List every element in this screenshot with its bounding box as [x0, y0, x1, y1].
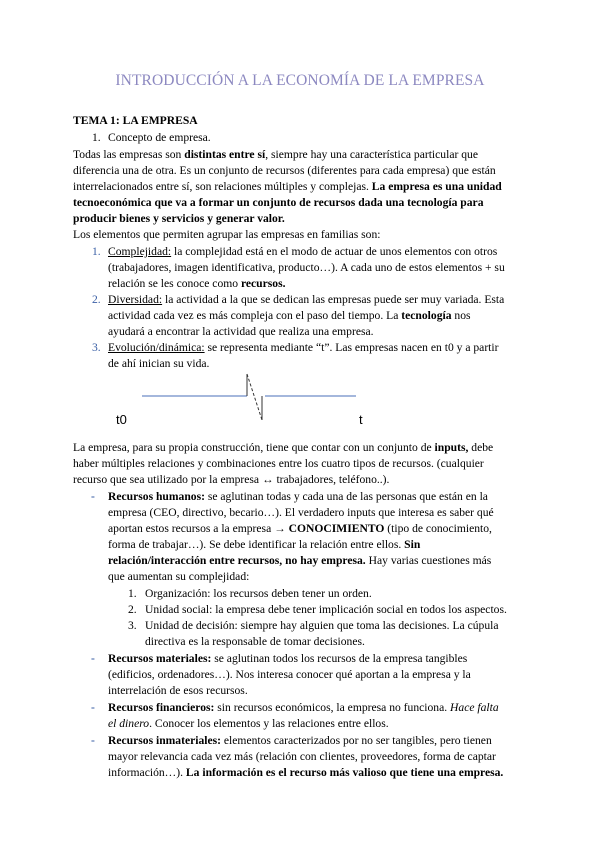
family1-line1: Complejidad: la complejidad está en el modo de actuar de unos elementos con otros: [108, 245, 498, 258]
p2-line3: recurso que sea utilizado por la empresa ↔ trabajadores, teléfono..).: [73, 473, 390, 486]
item1-text: Concepto de empresa.: [108, 131, 211, 144]
timeline-svg: [110, 368, 390, 430]
rm-line1: Recursos materiales: se aglutinan todos los recursos de la empresa tangibles: [108, 652, 468, 665]
family1-line2: (trabajadores, imagen identificativa, producto…). A cada uno de estos elementos + su: [108, 261, 505, 274]
rh-line2: empresa (CEO, directivo, becario…). El verdadero inputs que interesa es saber qué: [108, 506, 494, 519]
rh-line3: aportan estos recursos a la empresa → CONOCIMIENTO (tipo de conocimiento,: [108, 522, 492, 535]
timeline-diagram: [110, 368, 390, 430]
rh-line1: Recursos humanos: se aglutinan todas y cada una de las personas que están en la: [108, 490, 488, 503]
family2-line2: actividad cada vez es más compleja con el paso del tiempo. La tecnología nos: [108, 309, 471, 322]
family2-number: 2.: [92, 293, 101, 306]
timeline-spike-diagonal: [247, 374, 262, 420]
rh-sub3-text: Unidad de decisión: siempre hay alguien que toma las decisiones. La cúpula: [145, 619, 499, 632]
p1-line5: producir bienes y servicios y generar valor.: [73, 212, 285, 225]
rh-sub3-number: 3.: [128, 619, 137, 632]
family2-line3: ayudará a encontrar la actividad que realiza una empresa.: [108, 325, 374, 338]
p2-line2: haber múltiples relaciones y combinaciones entre los cuatro tipos de recursos. (cualquier: [73, 457, 484, 470]
family1-number: 1.: [92, 245, 101, 258]
family3-number: 3.: [92, 341, 101, 354]
ri-line1: Recursos inmateriales: elementos caracterizados por no ser tangibles, pero tienen: [108, 734, 492, 747]
rh-line6: que aumentan su complejidad:: [108, 570, 250, 583]
p1-line4: tecnoeconómica que va a formar un conjunto de recursos dada una tecnología para: [73, 196, 484, 209]
family2-line1: Diversidad: la actividad a la que se dedican las empresas puede ser muy variada. Esta: [108, 293, 505, 306]
t-label: t: [359, 412, 363, 427]
ri-line3: información…). La información es el recurso más valioso que tiene una empresa.: [108, 766, 504, 779]
family3-line2: de ahí inician su vida.: [108, 357, 210, 370]
p1-line2: diferencia una de otra. Es un conjunto de recursos (diferentes para cada empresa) que están: [73, 164, 496, 177]
rh-line4: forma de trabajar…). Se debe identificar la relación entre ellos. Sin: [108, 538, 421, 551]
rh-sub1-text: Organización: los recursos deben tener un orden.: [145, 587, 372, 600]
rh-bullet: -: [91, 490, 95, 503]
document-title: INTRODUCCIÓN A LA ECONOMÍA DE LA EMPRESA: [115, 72, 485, 89]
rh-sub2-text: Unidad social: la empresa debe tener implicación social en todos los aspectos.: [145, 603, 507, 616]
rh-line5: relación/interacción entre recursos, no hay empresa. Hay varias cuestiones más: [108, 554, 492, 567]
tema-heading: TEMA 1: LA EMPRESA: [73, 114, 198, 127]
rm-line2: (edificios, ordenadores…). Nos interesa conocer qué aportan a la empresa y la: [108, 668, 471, 681]
rh-sub1-number: 1.: [128, 587, 137, 600]
ri-line2: mayor relevancia cada vez más (relación con clientes, proveedores, forma de captar: [108, 750, 496, 763]
ri-bullet: -: [91, 734, 95, 747]
rm-line3: interrelación de esos recursos.: [108, 684, 248, 697]
family1-line3: relación se les conoce como recursos.: [108, 277, 286, 290]
rf-line1: Recursos financieros: sin recursos económicos, la empresa no funciona. Hace falta: [108, 701, 499, 714]
p2-line1: La empresa, para su propia construcción, tiene que contar con un conjunto de inputs, debe: [73, 441, 494, 454]
rm-bullet: -: [91, 652, 95, 665]
t0-label: t0: [116, 412, 127, 427]
rf-line2: el dinero. Conocer los elementos y las relaciones entre ellos.: [108, 717, 389, 730]
rh-sub3-text-line2: directiva es la responsable de tomar decisiones.: [145, 635, 365, 648]
p1-line3: interrelacionados entre sí, son relaciones múltiples y complejas. La empresa es una unidad: [73, 180, 502, 193]
p1-line1: Todas las empresas son distintas entre sí, siempre hay una característica particular que: [73, 148, 478, 161]
elements-intro: Los elementos que permiten agrupar las empresas en familias son:: [73, 228, 381, 241]
rh-sub2-number: 2.: [128, 603, 137, 616]
item1-number: 1.: [92, 131, 101, 144]
rf-bullet: -: [91, 701, 95, 714]
family3-line1: Evolución/dinámica: se representa mediante “t”. Las empresas nacen en t0 y a partir: [108, 341, 499, 354]
